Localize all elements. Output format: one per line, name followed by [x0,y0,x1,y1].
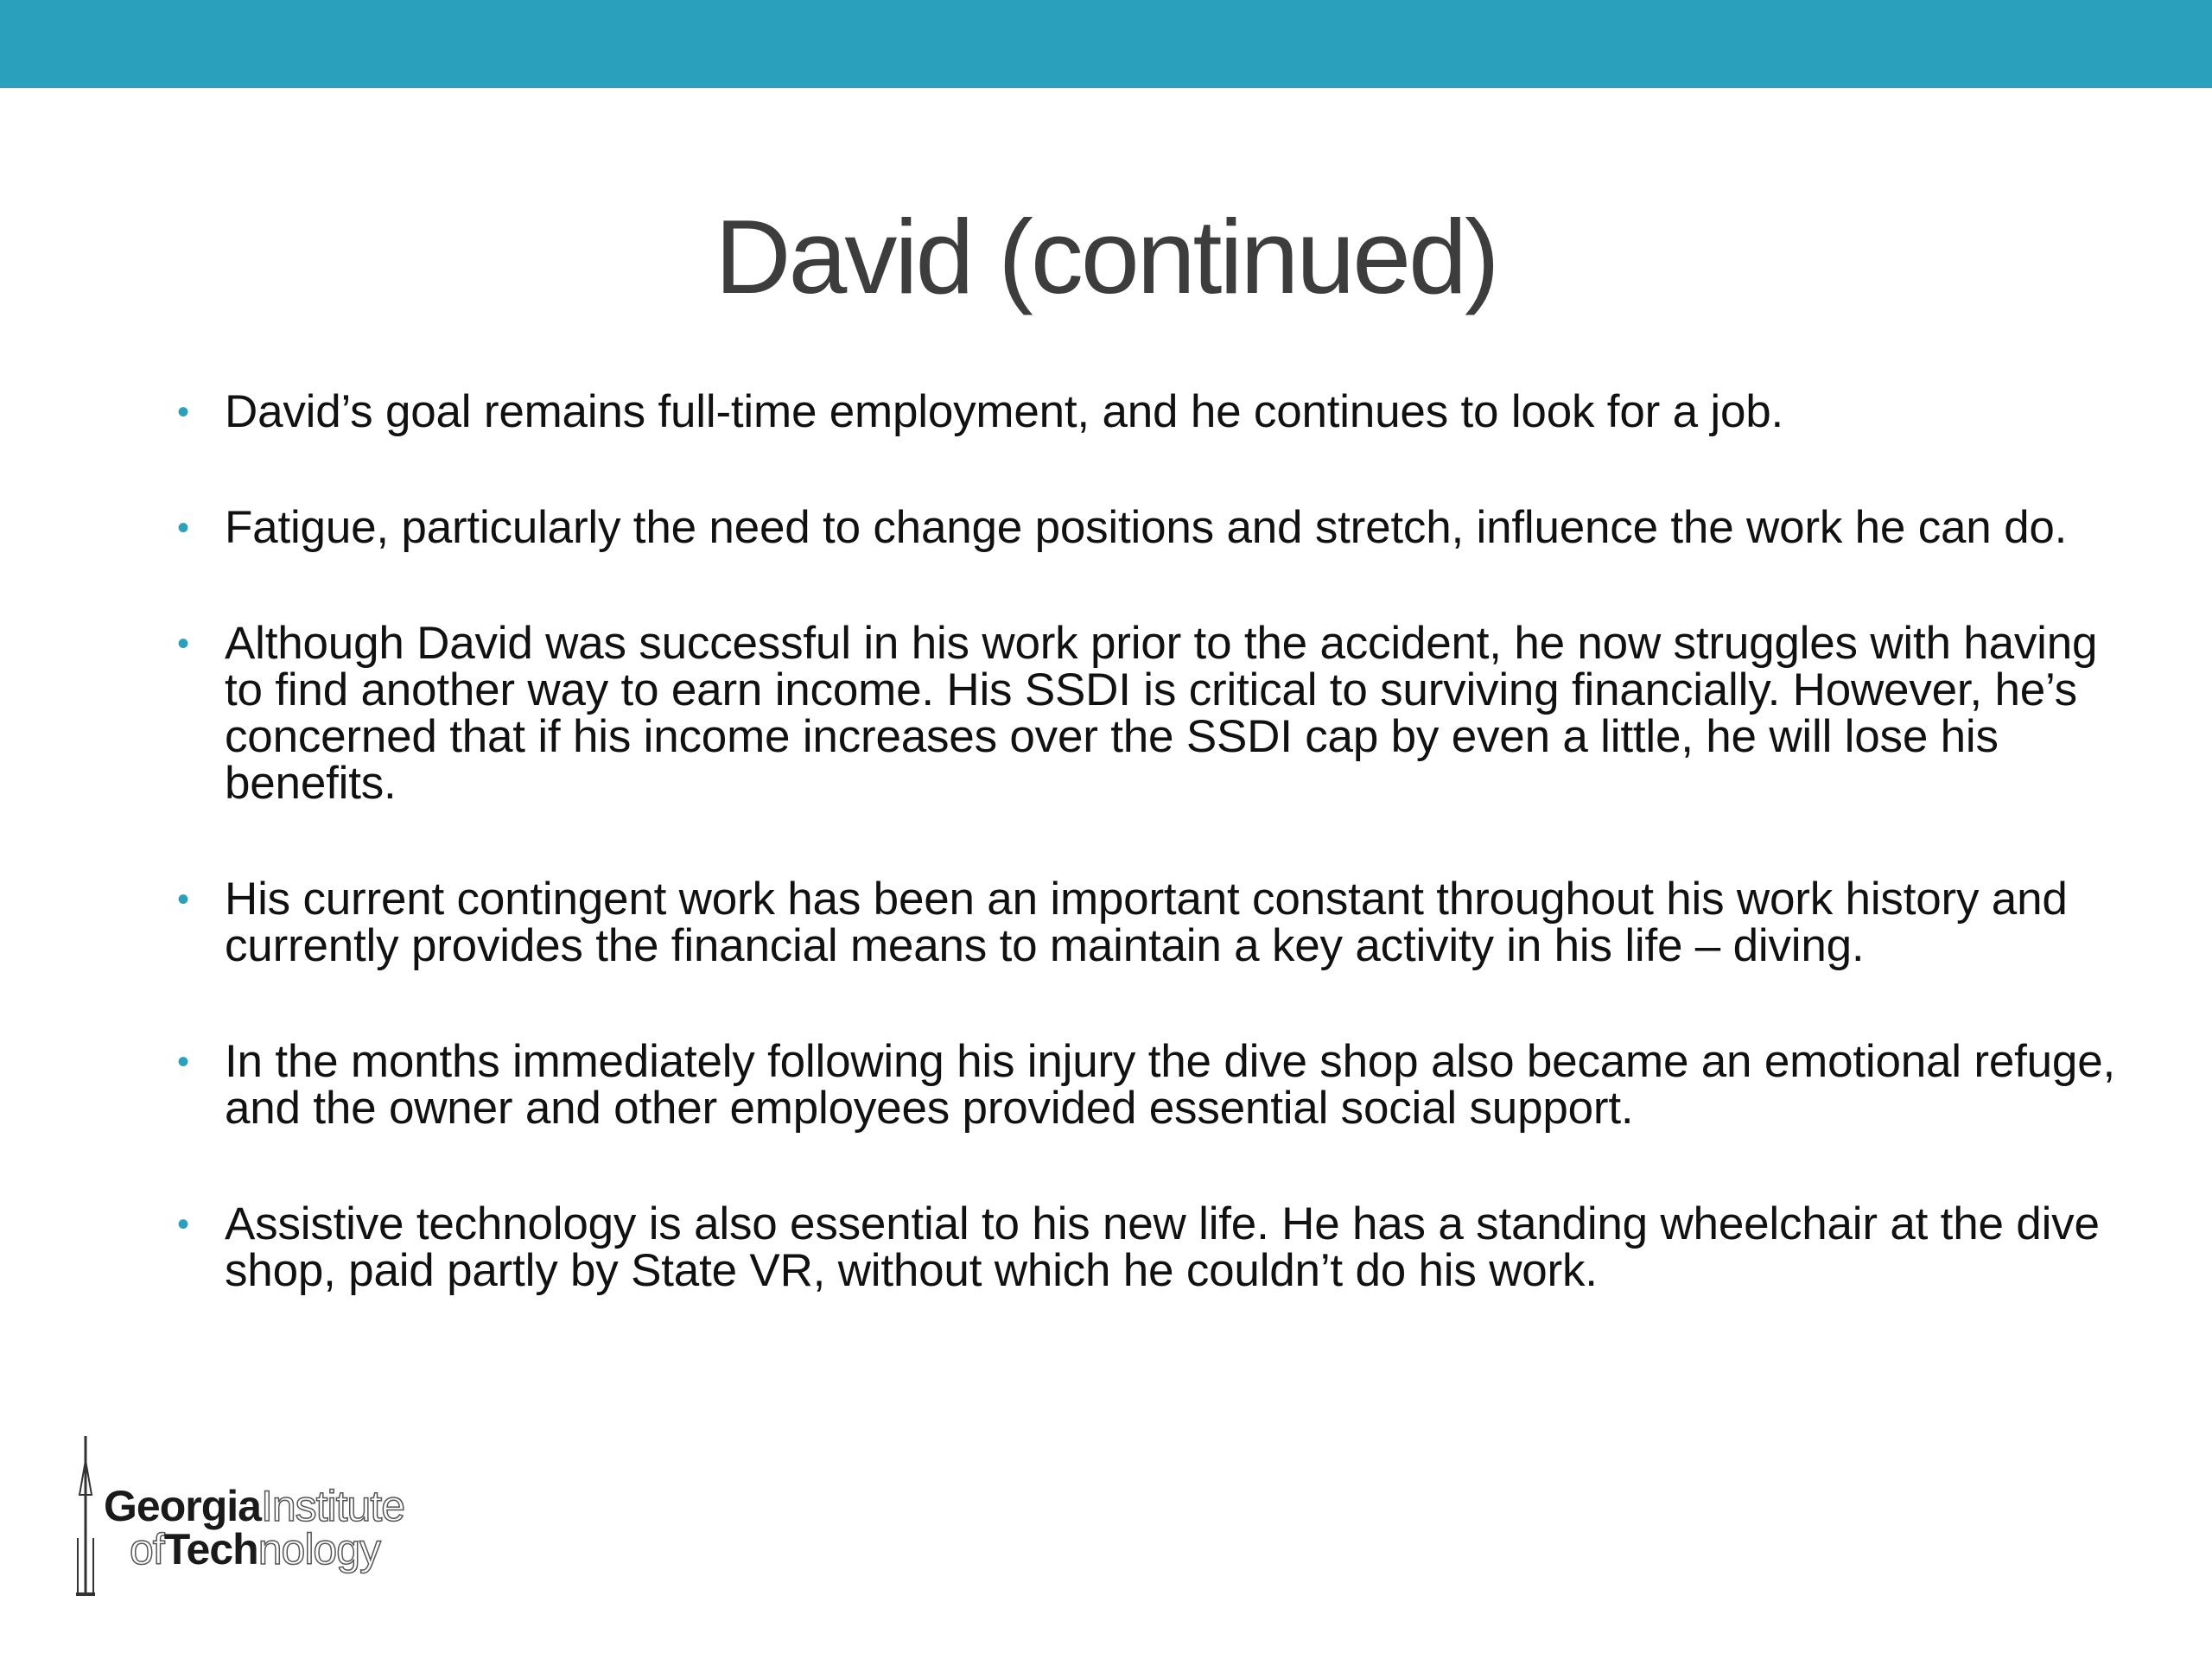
svg-text:GeorgiaInstitute [104,1482,404,1530]
bullet-dot-icon: • [177,880,189,918]
bullet-item [177,1036,2134,1134]
bullet-text: Although David was successful in his work prior to the accident, he now struggles with having to find another way to earn income. His SSDI is critical to surviving financially. However, he’s concerned that if his income increases over the SSDI cap by even a little, he will lose his benefits. [225,618,2098,809]
bullet-text: David’s goal remains full-time employment, and he continues to look for a job. [225,386,1784,437]
tower-icon [76,1436,95,1594]
bullet-item [177,1198,2134,1296]
logo-institute: Institute [260,1482,405,1530]
logo-of: of [130,1525,164,1573]
top-accent-bar [0,0,2212,88]
bullet-dot-icon: • [177,393,189,431]
svg-text:ofTechnology [130,1525,381,1573]
bullet-item [177,502,2134,553]
logo-nology: nology [257,1525,381,1573]
bullet-dot-icon: • [177,1205,189,1243]
bullet-dot-icon: • [177,625,189,663]
bullet-text: Fatigue, particularly the need to change positions and stretch, influence the work he can do. [225,502,2068,553]
logo-graphic [71,1434,555,1599]
logo-tech: Tech [163,1525,258,1573]
bullet-dot-icon: • [177,509,189,547]
bullet-item [177,618,2134,809]
slide-title: David (continued) [715,198,1497,315]
bullet-item [177,386,2134,437]
bullet-text: Assistive technology is also essential to his new life. He has a standing wheelchair at the dive shop, paid partly by State VR, without which he couldn’t do his work. [225,1198,2100,1296]
bullet-item [177,874,2134,971]
bullet-dot-icon: • [177,1043,189,1081]
bullet-text: His current contingent work has been an important constant throughout his work history and currently provides the financial means to maintain a key activity in his life – diving. [225,874,2068,971]
logo-georgia: Georgia [104,1482,261,1530]
georgia-tech-logo [71,1434,555,1599]
bullet-list [177,386,2134,1363]
bullet-text: In the months immediately following his injury the dive shop also became an emotional refuge, and the owner and other employees provided essential social support. [225,1036,2115,1134]
